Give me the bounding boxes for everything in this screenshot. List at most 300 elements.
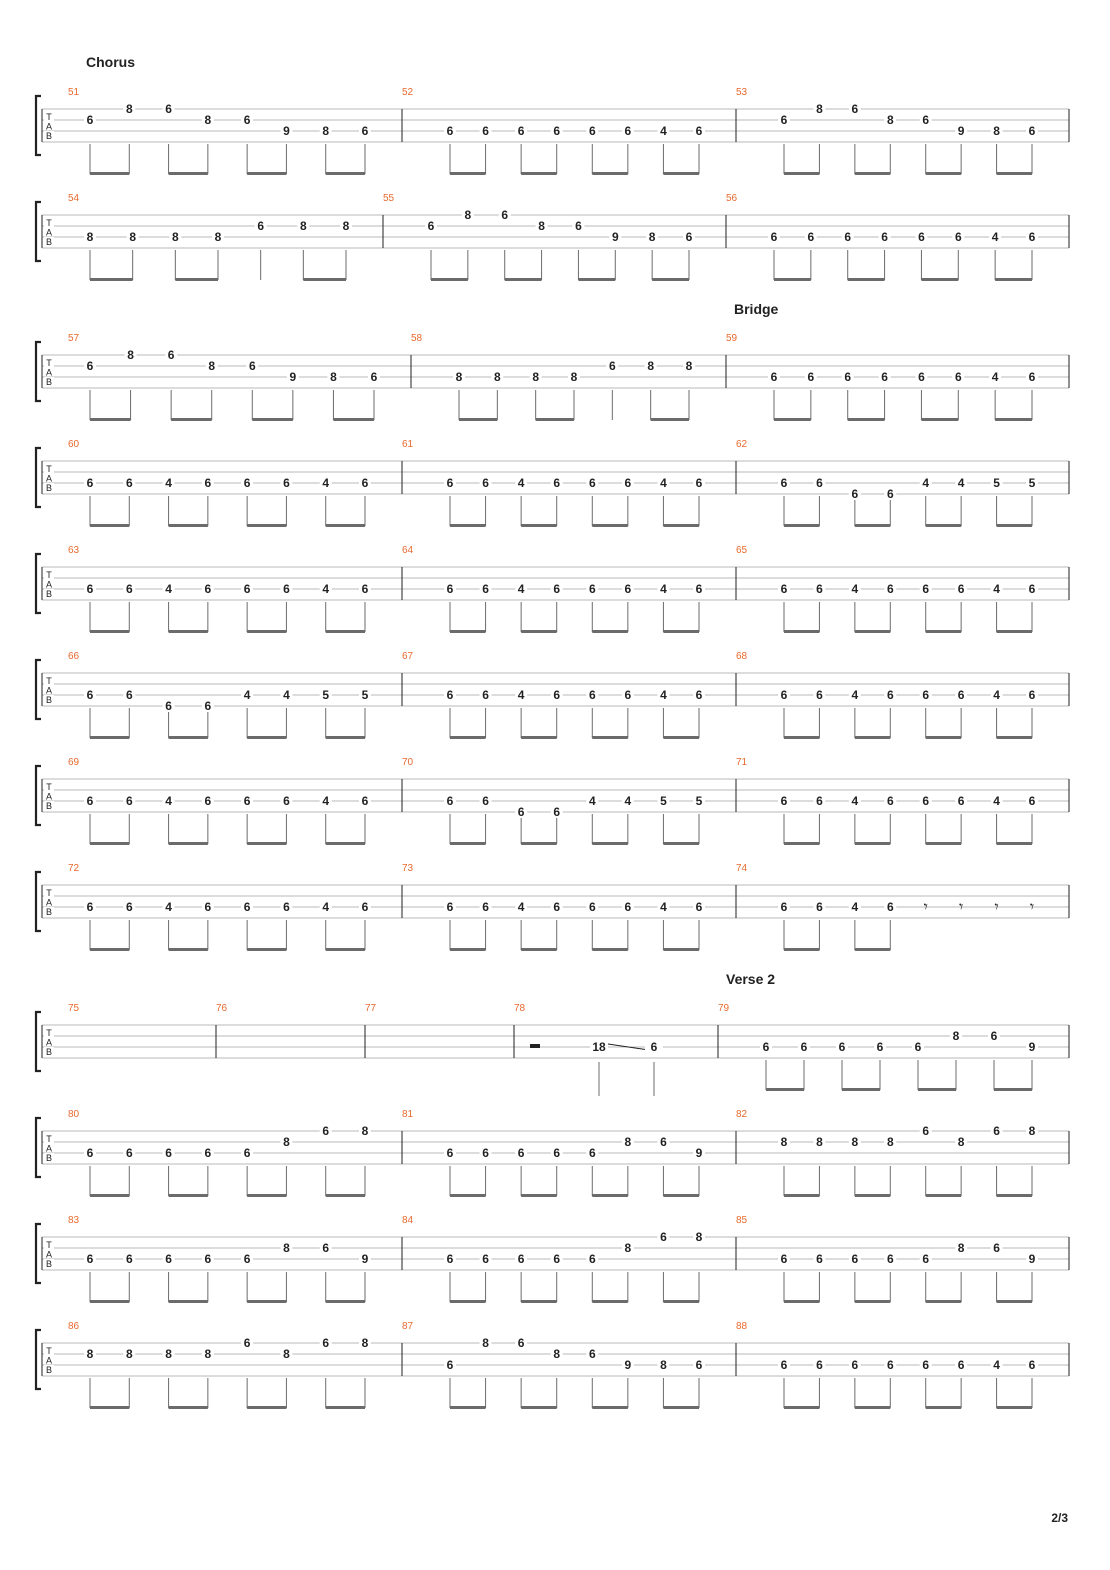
measure-number: 83	[68, 1215, 80, 1226]
fret-number: 6	[283, 794, 290, 808]
fret-number: 6	[125, 794, 133, 808]
fret-number: 4	[517, 688, 525, 702]
fret-number: 6	[322, 1124, 330, 1138]
fret-number: 6	[243, 1252, 251, 1266]
fret-number: 6	[954, 230, 962, 244]
fret-number: 4	[165, 900, 172, 914]
note-beam	[169, 736, 208, 739]
note-beam	[326, 630, 365, 633]
note-beam	[169, 1406, 208, 1409]
note-beam	[521, 172, 557, 175]
fret-number: 5	[361, 688, 369, 702]
measure-number: 80	[68, 1109, 80, 1120]
measure-number: 52	[402, 87, 414, 98]
note-beam	[247, 172, 286, 175]
fret-number: 6	[780, 794, 788, 808]
fret-number: 8	[86, 1347, 94, 1361]
note-beam	[450, 736, 486, 739]
fret-number: 8	[342, 219, 350, 233]
note-beam	[997, 524, 1032, 527]
measure-number: 85	[736, 1215, 748, 1226]
note-beam	[247, 842, 286, 845]
fret-number: 6	[886, 1358, 894, 1372]
note-beam	[592, 948, 628, 951]
measure-number: 53	[736, 87, 748, 98]
fret-number: 9	[624, 1358, 632, 1372]
tab-clef-letter: B	[45, 1153, 53, 1163]
note-beam	[997, 1194, 1032, 1197]
note-beam	[926, 736, 961, 739]
fret-number: 6	[482, 582, 489, 596]
fret-number: 6	[446, 124, 454, 138]
fret-number: 8	[886, 1135, 894, 1149]
fret-number: 4	[991, 370, 999, 384]
tab-clef-letter: T	[46, 676, 52, 686]
fret-number: 6	[553, 900, 561, 914]
fret-number: 6	[248, 359, 256, 373]
fret-number: 8	[685, 359, 693, 373]
measure-number: 69	[68, 757, 80, 768]
fret-number: 6	[844, 230, 852, 244]
note-beam	[252, 418, 293, 421]
note-beam	[994, 1088, 1032, 1091]
measure-number: 63	[68, 545, 80, 556]
system-bracket	[36, 342, 41, 401]
note-beam	[90, 1194, 129, 1197]
fret-number: 4	[957, 476, 965, 490]
fret-number: 5	[695, 794, 703, 808]
measure-number: 74	[736, 863, 748, 874]
tab-clef-letter: B	[45, 237, 53, 247]
fret-number: 4	[993, 1358, 1000, 1372]
fret-number: 6	[361, 476, 369, 490]
fret-number: 6	[624, 582, 632, 596]
fret-number: 6	[446, 900, 454, 914]
fret-number: 6	[695, 124, 703, 138]
fret-number: 6	[125, 900, 133, 914]
note-beam	[784, 172, 819, 175]
measure-number: 55	[383, 193, 395, 204]
fret-number: 6	[86, 582, 94, 596]
note-beam	[774, 418, 811, 421]
measure-number: 62	[736, 439, 748, 450]
tab-clef-letter: T	[46, 888, 52, 898]
fret-number: 6	[575, 219, 582, 233]
fret-number: 6	[624, 124, 632, 138]
fret-number: 6	[283, 476, 290, 490]
tab-clef-letter: B	[45, 483, 53, 493]
measure-number: 66	[68, 651, 80, 662]
note-beam	[450, 842, 486, 845]
note-beam	[247, 1300, 286, 1303]
fret-number: 6	[770, 230, 778, 244]
note-beam	[90, 842, 129, 845]
fret-number: 6	[588, 688, 596, 702]
fret-number: 6	[608, 359, 616, 373]
fret-number: 6	[695, 688, 703, 702]
note-beam	[592, 1406, 628, 1409]
fret-number: 8	[780, 1135, 788, 1149]
tab-clef-letter: T	[46, 112, 52, 122]
note-beam	[784, 948, 819, 951]
note-beam	[90, 630, 129, 633]
fret-number: 4	[922, 476, 930, 490]
note-beam	[450, 1194, 486, 1197]
note-beam	[652, 278, 689, 281]
fret-number: 6	[588, 582, 596, 596]
fret-number: 6	[86, 794, 94, 808]
tab-clef-letter: T	[46, 358, 52, 368]
fret-number: 9	[283, 124, 290, 138]
fret-number: 6	[204, 582, 212, 596]
note-beam	[663, 842, 699, 845]
tab-clef-letter: T	[46, 1240, 52, 1250]
fret-number: 6	[780, 1358, 788, 1372]
measure-number: 56	[726, 193, 738, 204]
note-beam	[592, 1300, 628, 1303]
note-beam	[663, 1406, 699, 1409]
fret-number: 6	[204, 699, 212, 713]
note-beam	[90, 948, 129, 951]
fret-number: 6	[957, 688, 965, 702]
measure-number: 72	[68, 863, 80, 874]
fret-number: 6	[86, 688, 94, 702]
note-beam	[918, 1088, 956, 1091]
fret-number: 6	[650, 1040, 658, 1054]
fret-number: 6	[553, 688, 561, 702]
note-beam	[855, 524, 890, 527]
fret-number: 6	[370, 370, 378, 384]
fret-number: 8	[204, 113, 212, 127]
fret-number: 8	[1028, 1124, 1036, 1138]
fret-number: 8	[204, 1347, 212, 1361]
measure-number: 58	[411, 333, 423, 344]
note-beam	[592, 630, 628, 633]
note-beam	[784, 524, 819, 527]
measure-number: 87	[402, 1321, 414, 1332]
fret-number: 8	[647, 359, 655, 373]
note-beam	[995, 278, 1032, 281]
note-beam	[247, 630, 286, 633]
fret-number: 6	[838, 1040, 846, 1054]
fret-number: 6	[816, 476, 823, 490]
fret-number: 6	[922, 1124, 930, 1138]
measure-number: 78	[514, 1003, 526, 1014]
fret-number: 6	[125, 582, 133, 596]
fret-number: 6	[886, 900, 894, 914]
measure-number: 84	[402, 1215, 414, 1226]
fret-number: 4	[322, 794, 330, 808]
fret-number: 4	[165, 476, 172, 490]
fret-number: 6	[204, 1146, 212, 1160]
note-beam	[450, 524, 486, 527]
fret-number: 6	[851, 487, 859, 501]
note-beam	[169, 948, 208, 951]
fret-number: 4	[243, 688, 251, 702]
fret-number: 6	[957, 582, 965, 596]
fret-number: 6	[780, 476, 788, 490]
note-beam	[848, 418, 885, 421]
system-bracket	[36, 1012, 41, 1071]
fret-number: 6	[624, 476, 632, 490]
tab-clef-letter: A	[45, 685, 53, 696]
tab-clef-letter: T	[46, 1346, 52, 1356]
fret-number: 6	[165, 1252, 172, 1266]
note-beam	[90, 1300, 129, 1303]
measure-number: 59	[726, 333, 738, 344]
fret-number: 6	[204, 476, 212, 490]
measure-number: 79	[718, 1003, 730, 1014]
fret-number: 6	[685, 230, 693, 244]
fret-number: 8	[125, 102, 133, 116]
fret-number: 6	[918, 230, 925, 244]
fret-number: 6	[243, 113, 251, 127]
fret-number: 6	[427, 219, 435, 233]
note-beam	[521, 842, 557, 845]
fret-number: 6	[553, 582, 561, 596]
fret-number: 6	[243, 1146, 251, 1160]
fret-number: 8	[127, 348, 134, 362]
tab-clef-letter: T	[46, 570, 52, 580]
note-beam	[326, 172, 365, 175]
note-beam	[450, 1406, 486, 1409]
fret-number: 6	[322, 1336, 330, 1350]
note-beam	[855, 948, 890, 951]
tab-clef-letter: B	[45, 695, 53, 705]
fret-number: 6	[1028, 794, 1036, 808]
fret-number: 4	[165, 794, 172, 808]
fret-number: 6	[816, 582, 823, 596]
fret-number: 6	[553, 124, 561, 138]
fret-number: 6	[851, 102, 859, 116]
tab-clef-letter: A	[45, 121, 53, 132]
note-beam	[926, 630, 961, 633]
fret-number: 6	[517, 805, 525, 819]
fret-number: 4	[851, 794, 859, 808]
tab-clef-letter: A	[45, 1143, 53, 1154]
note-beam	[326, 524, 365, 527]
fret-number: 4	[660, 688, 667, 702]
fret-number: 6	[957, 1358, 965, 1372]
system-bracket	[36, 1118, 41, 1177]
note-beam	[842, 1088, 880, 1091]
tab-clef-letter: T	[46, 218, 52, 228]
fret-number: 4	[993, 794, 1000, 808]
fret-number: 6	[482, 1146, 489, 1160]
note-beam	[855, 630, 890, 633]
fret-number: 8	[165, 1347, 172, 1361]
fret-number: 8	[283, 1347, 290, 1361]
tab-clef-letter: A	[45, 579, 53, 590]
fret-number: 6	[204, 794, 212, 808]
fret-number: 8	[361, 1336, 369, 1350]
fret-number: 8	[695, 1230, 703, 1244]
fret-number: 8	[283, 1241, 290, 1255]
fret-number: 8	[464, 208, 472, 222]
fret-number: 6	[517, 124, 525, 138]
fret-number: 6	[993, 1124, 1000, 1138]
note-beam	[90, 524, 129, 527]
fret-number: 6	[800, 1040, 808, 1054]
fret-number: 6	[243, 794, 251, 808]
fret-number: 4	[165, 582, 172, 596]
note-beam	[997, 842, 1032, 845]
note-beam	[521, 1300, 557, 1303]
fret-number: 6	[243, 1336, 251, 1350]
fret-number: 6	[816, 794, 823, 808]
fret-number: 8	[851, 1135, 859, 1149]
note-beam	[450, 1300, 486, 1303]
fret-number: 4	[283, 688, 290, 702]
fret-number: 6	[86, 359, 94, 373]
fret-number: 6	[86, 113, 94, 127]
half-rest	[530, 1044, 540, 1048]
note-beam	[247, 736, 286, 739]
note-beam	[326, 1406, 365, 1409]
fret-number: 6	[914, 1040, 922, 1054]
tab-clef-letter: A	[45, 1037, 53, 1048]
note-beam	[326, 948, 365, 951]
note-beam	[171, 418, 212, 421]
note-beam	[926, 1300, 961, 1303]
fret-number: 8	[570, 370, 578, 384]
fret-number: 8	[493, 370, 501, 384]
note-beam	[926, 172, 961, 175]
note-beam	[995, 418, 1032, 421]
note-beam	[578, 278, 615, 281]
note-beam	[855, 1406, 890, 1409]
fret-number: 6	[125, 476, 133, 490]
measure-number: 61	[402, 439, 414, 450]
fret-number: 6	[257, 219, 265, 233]
fret-number: 6	[322, 1241, 330, 1255]
fret-number: 8	[455, 370, 463, 384]
measure-number: 88	[736, 1321, 748, 1332]
tab-clef-letter: T	[46, 1134, 52, 1144]
fret-number: 6	[243, 582, 251, 596]
fret-number: 6	[1028, 124, 1036, 138]
fret-number: 8	[816, 102, 823, 116]
fret-number: 4	[517, 900, 525, 914]
note-beam	[926, 842, 961, 845]
fret-number: 5	[322, 688, 330, 702]
tab-clef-letter: A	[45, 473, 53, 484]
fret-number: 6	[553, 1252, 561, 1266]
fret-number: 6	[553, 1146, 561, 1160]
measure-number: 77	[365, 1003, 377, 1014]
note-beam	[921, 278, 958, 281]
fret-number: 6	[482, 124, 489, 138]
fret-number: 8	[86, 230, 94, 244]
fret-number: 6	[588, 1347, 596, 1361]
note-beam	[926, 524, 961, 527]
fret-number: 6	[780, 582, 788, 596]
tab-clef-letter: B	[45, 589, 53, 599]
fret-number: 5	[660, 794, 667, 808]
fret-number: 6	[446, 582, 454, 596]
fret-number: 4	[322, 582, 330, 596]
fret-number: 6	[881, 230, 888, 244]
fret-number: 6	[922, 794, 930, 808]
tab-clef-letter: B	[45, 1259, 53, 1269]
measure-number: 68	[736, 651, 748, 662]
note-beam	[997, 630, 1032, 633]
note-beam	[663, 630, 699, 633]
note-beam	[855, 172, 890, 175]
measure-number: 64	[402, 545, 414, 556]
note-beam	[521, 630, 557, 633]
fret-number: 9	[695, 1146, 703, 1160]
note-beam	[459, 418, 497, 421]
eighth-rest: 𝄾	[959, 899, 964, 916]
fret-number: 8	[482, 1336, 489, 1350]
measure-number: 86	[68, 1321, 80, 1332]
note-beam	[169, 172, 208, 175]
fret-number: 5	[993, 476, 1000, 490]
fret-number: 4	[322, 476, 330, 490]
note-beam	[592, 172, 628, 175]
fret-number: 6	[86, 476, 94, 490]
fret-number: 4	[322, 900, 330, 914]
note-beam	[247, 948, 286, 951]
fret-number: 8	[957, 1241, 965, 1255]
fret-number: 6	[1028, 1358, 1036, 1372]
measure-number: 60	[68, 439, 80, 450]
measure-number: 82	[736, 1109, 748, 1120]
fret-number: 4	[851, 582, 859, 596]
fret-number: 8	[660, 1358, 667, 1372]
note-beam	[926, 1194, 961, 1197]
note-beam	[326, 1300, 365, 1303]
tab-clef-letter: T	[46, 464, 52, 474]
fret-number: 9	[361, 1252, 369, 1266]
note-beam	[784, 842, 819, 845]
fret-number: 4	[660, 476, 667, 490]
fret-number: 8	[330, 370, 337, 384]
measure-number: 75	[68, 1003, 80, 1014]
fret-number: 6	[770, 370, 778, 384]
note-beam	[90, 172, 129, 175]
measure-number: 81	[402, 1109, 414, 1120]
fret-number: 6	[762, 1040, 770, 1054]
measure-number: 71	[736, 757, 748, 768]
fret-number: 8	[322, 124, 330, 138]
fret-number: 8	[816, 1135, 823, 1149]
fret-number: 8	[125, 1347, 133, 1361]
note-beam	[169, 524, 208, 527]
fret-number: 6	[588, 124, 596, 138]
fret-number: 6	[918, 370, 925, 384]
measure-number: 57	[68, 333, 80, 344]
fret-number: 4	[991, 230, 999, 244]
system-bracket	[36, 448, 41, 507]
fret-number: 6	[990, 1029, 998, 1043]
fret-number: 4	[517, 476, 525, 490]
fret-number: 4	[993, 688, 1000, 702]
tab-clef-letter: T	[46, 782, 52, 792]
note-beam	[505, 278, 542, 281]
fret-number: 4	[660, 582, 667, 596]
note-beam	[450, 630, 486, 633]
fret-number: 8	[993, 124, 1000, 138]
note-beam	[784, 630, 819, 633]
fret-number: 6	[588, 476, 596, 490]
note-beam	[90, 278, 133, 281]
fret-number: 6	[446, 1146, 454, 1160]
fret-number: 8	[214, 230, 222, 244]
fret-number: 6	[501, 208, 509, 222]
note-beam	[997, 1406, 1032, 1409]
